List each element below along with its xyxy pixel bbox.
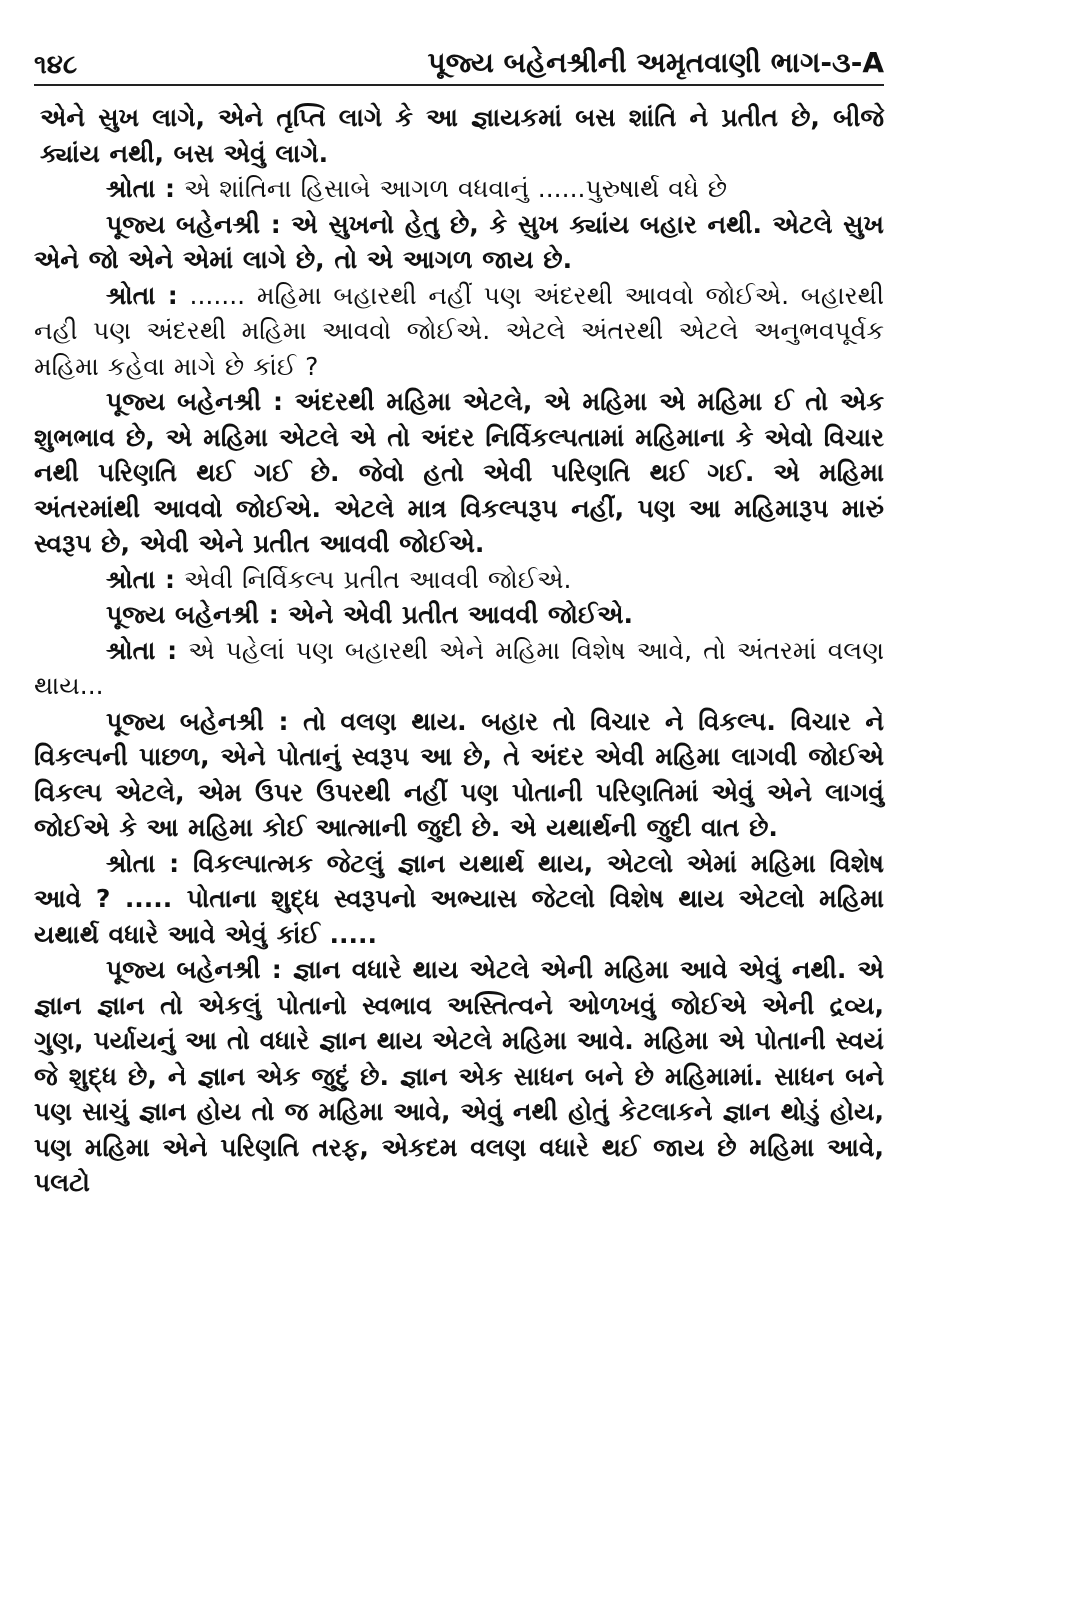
speaker-label: શ્રોતા : xyxy=(106,564,176,594)
paragraph xyxy=(34,597,884,633)
paragraph-text: અંદરથી મહિમા એટલે, એ મહિમા એ મહિમા ઈ તો એક શુભભાવ છે, એ મહિમા એટલે એ તો અંદર નિર્વિકલ્પતામાં મહિમાના કે એવો વિચાર નથી પરિણતિ થઈ ગઈ છે. જેવો હતો એવી પરિણતિ થઈ ગઈ. એ મહિમા અંતરમાંથી આવવો જોઈએ. એટલે માત્ર વિકલ્પરૂપ નહીં, પણ આ મહિમારૂપ મારું સ્વરૂપ છે, એવી એને પ્રતીત આવવી જોઈએ. xyxy=(34,387,884,558)
speaker-label: પૂજ્ય બહેનશ્રી : xyxy=(106,600,279,629)
speaker-label: પૂજ્ય બહેનશ્રી : xyxy=(106,706,289,736)
speaker-label: પૂજ્ય બહેનશ્રી : xyxy=(106,387,284,416)
paragraph xyxy=(34,171,884,207)
speaker-label: શ્રોતા : xyxy=(106,280,178,310)
paragraph-text: ....... મહિમા બહારથી નહીં પણ અંદરથી આવવો જોઈએ. બહારથી નહી પણ અંદરથી મહિમા આવવો જોઈએ. એટલે અંતરથી એટલે અનુભવપૂર્વક મહિમા કહેવા માગે છે કાંઈ ? xyxy=(34,280,884,381)
page-body xyxy=(34,100,884,1201)
paragraph xyxy=(34,384,884,562)
paragraph-text: એને એવી પ્રતીત આવવી જોઈએ. xyxy=(278,600,634,629)
paragraph xyxy=(34,562,884,598)
speaker-label: પૂજ્ય બહેનશ્રી : xyxy=(106,955,282,984)
paragraph-text: તો વલણ થાય. બહાર તો વિચાર ને વિકલ્પ. વિચાર ને વિકલ્પની પાછળ, એને પોતાનું સ્વરૂપ આ છે, તે અંદર એવી મહિમા લાગવી જોઈએ વિકલ્પ એટલે, એમ ઉપર ઉપરથી નહીં પણ પોતાની પરિણતિમાં એવું એને લાગવું જોઈએ કે આ મહિમા કોઈ આત્માની જુદી છે. એ યથાર્થની જુદી વાત છે. xyxy=(34,706,884,842)
running-title: પૂજ્ય બહેનશ્રીની અમૃતવાણી ભાગ-૩-A xyxy=(427,46,884,79)
paragraph xyxy=(34,633,884,704)
speaker-label: શ્રોતા : xyxy=(106,848,180,878)
speaker-label: શ્રોતા : xyxy=(106,635,178,665)
paragraph-text: વિકલ્પાત્મક જેટલું જ્ઞાન યથાર્થ થાય, એટલો એમાં મહિમા વિશેષ આવે ? ..... પોતાના શુદ્ધ સ્વરૂપનો અભ્યાસ જેટલો વિશેષ થાય એટલો મહિમા યથાર્થ વધારે આવે એવું કાંઈ ..... xyxy=(34,848,885,949)
paragraph xyxy=(34,704,884,846)
paragraph-text: એ પહેલાં પણ બહારથી એને મહિમા વિશેષ આવે, તો અંતરમાં વલણ થાય... xyxy=(34,635,884,700)
paragraph-text: એ સુખનો હેતુ છે, કે સુખ ક્યાંય બહાર નથી. એટલે સુખ એને જો એને એમાં લાગે છે, તો એ આગળ જાય છે. xyxy=(34,209,884,274)
paragraph-text: એવી નિર્વિકલ્પ પ્રતીત આવવી જોઈએ. xyxy=(175,564,572,594)
paragraph xyxy=(34,207,884,278)
paragraph xyxy=(34,846,884,953)
paragraph-text: એને સુખ લાગે, એને તૃપ્તિ લાગે કે આ જ્ઞાયકમાં બસ શાંતિ ને પ્રતીત છે, બીજે ક્યાંય નથી, બસ એવું લાગે. xyxy=(40,103,884,168)
page-header xyxy=(34,44,884,86)
speaker-label: શ્રોતા : xyxy=(106,174,176,203)
paragraph xyxy=(34,952,884,1201)
speaker-label: પૂજ્ય બહેનશ્રી : xyxy=(106,209,281,239)
paragraph-text: જ્ઞાન વધારે થાય એટલે એની મહિમા આવે એવું નથી. એ જ્ઞાન જ્ઞાન તો એકલું પોતાનો સ્વભાવ અસ્તિત્વને ઓળખવું જોઈએ એની દ્રવ્ય, ગુણ, પર્યાયનું આ તો વધારે જ્ઞાન થાય એટલે મહિમા આવે. મહિમા એ પોતાની સ્વયં જે શુદ્ધ છે, ને જ્ઞાન એક જુદું છે. જ્ઞાન એક સાધન બને છે મહિમામાં. સાધન બને પણ સાચું જ્ઞાન હોય તો જ મહિમા આવે, એવું નથી હોતું કેટલાકને જ્ઞાન થોડું હોય, પણ મહિમા એને પરિણતિ તરફ, એકદમ વલણ વધારે થઈ જાય છે મહિમા આવે, પલટો xyxy=(34,955,884,1197)
paragraph xyxy=(34,100,884,171)
page-number: ૧૪૮ xyxy=(34,50,78,80)
paragraph-text: એ શાંતિના હિસાબે આગળ વધવાનું ......પુરુષાર્થ વધે છે xyxy=(175,174,728,203)
paragraph xyxy=(34,278,884,385)
